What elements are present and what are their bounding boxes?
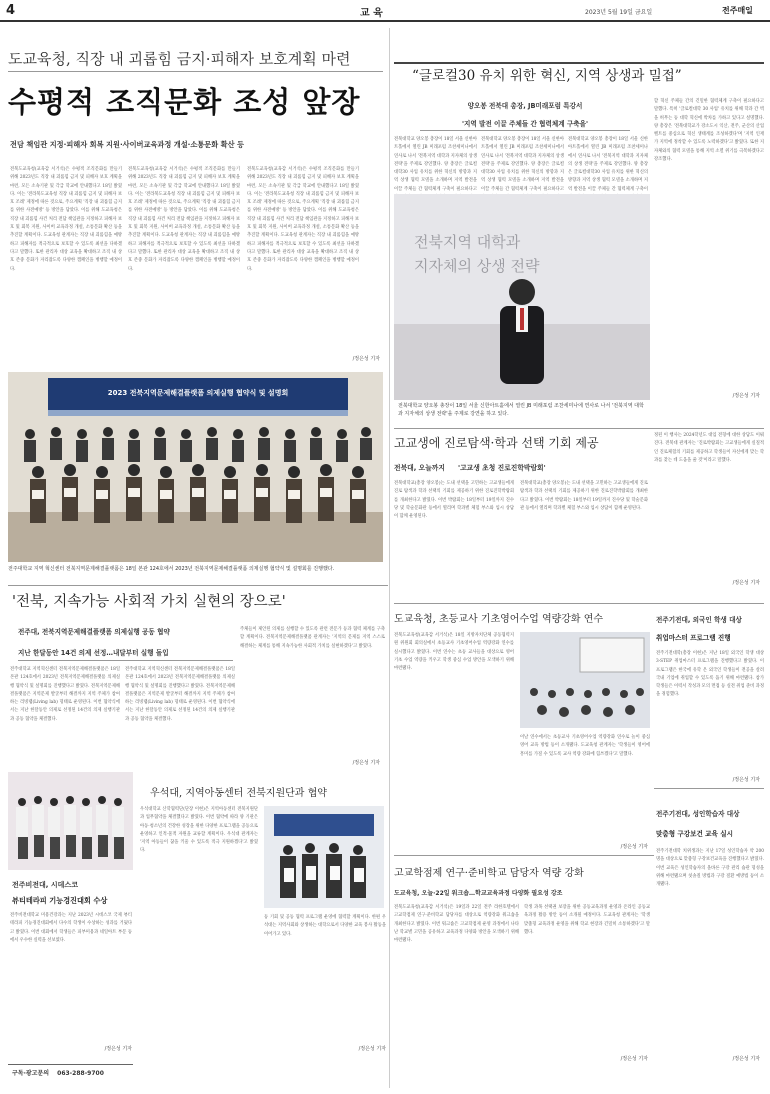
adult-headline: 맞춤형 구강보건 교육 실시 — [656, 830, 733, 838]
woosuk-photo-illustration — [264, 806, 384, 908]
highschool-body-col2: 학생 과목 선택권 보장을 위한 공동교육과정 운영과 온라인 공동교육과정 활용 방안 등이 소개될 예정이다. 도교육청 관계자는 '학생 맞춤형 교육과정 운영을 위해 학교 현장과 긴밀히 소통하겠다'고 말했다. — [524, 905, 650, 935]
disco-photo-illustration — [8, 772, 133, 870]
career-kicker: 고교생에 진로탐색·학과 선택 기회 제공 — [394, 436, 599, 450]
right-top-speaker: 양오봉 전북대 총장, JB미래포럼 특강서 — [467, 102, 583, 110]
right-top-body-col3: 전북대학교 양오봉 총장이 18일 서울 신한아트홀에서 열린 JB 미래포럼 조찬세미나에서 연사로 나서 '전북지역 대학과 지자체의 상생 전략'을 주제로 강연했다. 양 총장은 글로컬대학30 사업 유치를 위한 혁신의 방향과 지역 상생 협력 모델을 소개하며 지역 발전을 이끌 주체들 간 협력체계 구축이 — [568, 137, 648, 192]
lead-headline: 수평적 조직문화 조성 앞장 — [8, 85, 361, 119]
career-subhead: '고교생 초청 진로진학박람회' — [458, 464, 546, 472]
right-top-subhead: '지역 발전 이끌 주체들 간 협력체계 구축을' — [461, 120, 589, 128]
divider-left-1 — [8, 585, 388, 586]
disco-group-photo — [8, 772, 133, 870]
foreigner-body: 전주기전대학(총장 이현)은 지난 18일 외국인 학생 대상 3-STEP 취업마스터 프로그램을 진행했다고 밝혔다. 이 프로그램은 한국에 유학 온 외국인 학생들이 전공을 살려 국내 기업에 취업할 수 있도록 돕기 위해 마련됐다. 참가 학생들은 이력서 작성과 모의 면접 등 실전 취업 준비 과정을 경험했다. — [656, 651, 764, 698]
english-body-col1: 전북도교육청(교육감 서거석)은 18일 지방자치단체 공동협력지원 위원회 회의실에서 초등교사 기초영어수업 역량강화 연수를 실시했다고 밝혔다. 이번 연수는 초등 교사들을 대상으로 영어 기초 수업 역량을 키우고 학생 중심 수업 방안을 모색하기 위해 마련됐다. — [394, 633, 514, 672]
lead-kicker: 도교육청, 직장 내 괴롭힘 금지·피해자 보호계획 마련 — [8, 50, 351, 68]
divider-right-4 — [394, 855, 654, 856]
footer-ad-label: 구독·광고문의 — [12, 1070, 50, 1077]
woosuk-photo — [264, 806, 384, 908]
speaker-photo-caption: 전북대학교 양오봉 총장이 18일 서울 신한아트홀에서 열린 JB 미래포럼 조찬세미나에 연사로 나서 '전북지역 대학과 지자체의 상생 전략'을 주제로 강연을 하고 있다. — [398, 403, 644, 417]
woosuk-body-right: 등 기회 및 공동 협력 프로그램 운영에 협력할 계획이다. 한편 우석대는 지역사회와 상생하는 대학으로서 다양한 교육 봉사 활동을 이어가고 있다. — [264, 915, 386, 937]
career-body-right: 정된 이 행사는 2024학년도 대입 전형에 대한 상담도 이뤄진다. 전북대 관계자는 '진로박람회는 고교생들에게 실질적인 진로체험의 기회를 제공하고 학생들이 자신에게 맞는 학과를 찾는 데 도움을 줄 것'이라고 말했다. — [654, 433, 764, 463]
english-byline: /정은성 기자 — [620, 844, 648, 850]
footer-rule — [8, 1064, 133, 1065]
jeonju-sub-rule — [18, 660, 233, 661]
lead-body-col2: 전북도교육청(교육감 서거석)은 수평적 조직문화를 만들기 위해 2023년도 직장 내 괴롭힘 금지 및 피해자 보호 계획을 마련, 모든 소속기관 및 각급 학교에 안내했다고 18일 밝혔다. 이는 '전라북도교육청 직장 내 괴롭힘 금지 및 피해자 보호 조례' 제정에 따른 것으로, 주요계획 '직장 내 괴롭힘 금지를 위한 사전예방' 등 방안을 담았다. 이를 위해 도교육청은 직장 내 괴롭힘 사건 처리 전담 책임관을 지정하고 피해자 보호 및 회복 지원, 사이버 교육과정 개설, 소통문화 확산 등을 추진할 계획이다. 도교육청 관계자는 직장 내 괴롭힘을 예방하고 피해자를 적극적으로 보호할 수 있도록 최선을 다하겠다고 말했다. 또한 관리자 대상 교육을 확대하고 조직 내 상호 존중 문화가 자리잡도록 다양한 캠페인을 병행할 예정이다. — [128, 167, 240, 272]
column-divider — [389, 28, 390, 1088]
header-rule — [0, 20, 770, 22]
right-top-sub-rule — [420, 130, 630, 131]
jeonju-headline: '전북, 지속가능 사회적 가치 실현의 장으로' — [12, 594, 286, 610]
divider-right-1 — [394, 428, 764, 429]
lead-photo-banner: 2023 전북지역문제해결플랫폼 의제실행 협약식 및 설명회 — [107, 389, 289, 397]
foreigner-headline: 취업마스터 프로그램 진행 — [656, 634, 731, 642]
foreigner-kicker: 전주기전대, 외국인 학생 대상 — [656, 616, 742, 624]
jeonju-subhead2: 지난 한달동안 14건 의제 선정…내달부터 실행 돌입 — [18, 649, 169, 657]
lead-photo-caption: 전주대학교 지역 혁신센터 전북지역문제해결플랫폼은 18일 본관 124호에서 2023년 전북지역문제해결플랫폼 의제실행 협약식 및 설명회를 진행했다. — [8, 566, 335, 572]
right-top-byline: /정은성 기자 — [732, 393, 760, 399]
issue-date: 2023년 5월 19일 금요일 — [585, 9, 653, 16]
lead-body-col1: 전북도교육청(교육감 서거석)은 수평적 조직문화를 만들기 위해 2023년도 직장 내 괴롭힘 금지 및 피해자 보호 계획을 마련, 모든 소속기관 및 각급 학교에 안내했다고 18일 밝혔다. 이는 '전라북도교육청 직장 내 괴롭힘 금지 및 피해자 보호 조례' 제정에 따른 것으로, 주요계획 '직장 내 괴롭힘 금지를 위한 사전예방' 등 방안을 담았다. 이를 위해 도교육청은 직장 내 괴롭힘 사건 처리 전담 책임관을 지정하고 피해자 보호 및 회복 지원, 사이버 교육과정 개설, 소통문화 확산 등을 추진할 계획이다. 도교육청 관계자는 직장 내 괴롭힘을 예방하고 피해자를 적극적으로 보호할 수 있도록 최선을 다하겠다고 말했다. 또한 관리자 대상 교육을 확대하고 조직 내 상호 존중 문화가 자리잡도록 다양한 캠페인을 병행할 예정이다. — [10, 167, 122, 272]
jeonju-body-col1: 전주대학교 지역혁신센터 전북지역문제해결플랫폼은 18일 본관 124호에서 2023년 전북지역문제해결플랫폼 의제실행 협약식 및 설명회를 진행했다고 밝혔다. 전북지역문제해결플랫폼은 지역문제 발굴부터 해결까지 지역 주체가 참여하는 리빙랩(Living lab) 형태로 운영된다. 이번 협약식에서는 지난 한달동안 의제로 선정된 14건의 의제 실행기관과 공동 협약을 체결했다. — [10, 667, 120, 722]
highschool-subhead: 도교육청, 오늘·22일 워크숍…학교교육과정 다양화 필요성 강조 — [394, 890, 563, 897]
english-kicker: 도교육청, 초등교사 기초영어수업 역량강화 연수 — [394, 614, 604, 625]
group-photo-illustration — [8, 372, 383, 562]
career-body-col2: 전북대학교(총장 양오봉)는 도내 선택을 고민하는 고교생들에게 진로 탐색과 학과 선택의 기회를 제공하기 위한 진로진학박람회를 개최한다고 밝혔다. 이번 박람회는 18일부터 19일까지 진수당 및 학술문화관 등에서 열리며 학과별 체험 부스와 입시 상담이 함께 운영된다. — [520, 481, 648, 511]
divider-right-5 — [654, 788, 764, 789]
lead-group-photo — [8, 372, 383, 562]
highschool-body-col1: 전북도교육청(교육감 서거석)은 19일과 22일 전주 라한호텔에서 고교학점제 연구·준비학교 담당자를 대상으로 역량강화 워크숍을 개최한다고 밝혔다. 이번 워크숍은 고교학점제 운영 과정에서 나타난 학교별 고민을 공유하고 교육과정 다양화 방안을 모색하기 위해 마련됐다. — [394, 905, 519, 944]
right-top-body-col2: 전북대학교 양오봉 총장이 18일 서울 신한아트홀에서 열린 JB 미래포럼 조찬세미나에서 연사로 나서 '전북지역 대학과 지자체의 상생 전략'을 주제로 강연했다. 양 총장은 글로컬대학30 사업 유치를 위한 혁신의 방향과 지역 상생 협력 모델을 소개하며 지역 발전을 이끌 주체들 간 협력체계 구축이 필요하다고 — [481, 137, 564, 192]
jeonju-subhead1: 전주대, 전북지역문제해결플랫폼 의제실행 공동 협약 — [18, 628, 170, 636]
highschool-kicker: 고교학점제 연구·준비학교 담당자 역량 강화 — [394, 868, 584, 879]
foreigner-byline: /정은성 기자 — [732, 777, 760, 783]
woosuk-body-col1: 우석대학교 산학협력단(단장 이현)은 지역아동센터 전북지원단과 업무협약을 체결했다고 밝혔다. 이번 협약에 따라 양 기관은 아동·청소년의 건강한 성장을 위한 다양한 프로그램을 공동으로 운영하고 인적·물적 자원을 교류할 계획이다. 우석대 관계자는 '지역 아동들이 꿈을 키울 수 있도록 적극 지원하겠다'고 밝혔다. — [140, 807, 258, 854]
woosuk-byline: /정은성 기자 — [358, 1046, 386, 1052]
disco-byline: /정은성 기자 — [104, 1046, 132, 1052]
english-photo — [520, 632, 650, 728]
lead-rule — [8, 71, 383, 72]
page-header — [0, 0, 770, 20]
disco-body: 전주비전대학교 미용건강과는 지난 2023년 시데스코 국제 뷰티테라피 기능경진대회에서 다수의 학생이 수상하는 성과를 거뒀다고 밝혔다. 이번 대회에서 학생들은 피부미용과 네일아트 부문 등에서 우수한 실력을 선보였다. — [10, 913, 132, 943]
jeonju-body-right: 주체들이 제안된 의제를 실행할 수 있도록 관련 전문가 등과 협력 체계를 구축할 계획이다. 전북지역문제해결플랫폼 관계자는 '지역의 문제를 지역 스스로 해결하는 체계를 통해 지속가능한 사회적 가치를 실현하겠다'고 밝혔다. — [240, 627, 385, 649]
woosuk-headline: 우석대, 지역아동센터 전북지원단과 협약 — [150, 788, 327, 799]
career-byline: /정은성 기자 — [732, 580, 760, 586]
disco-kicker: 전주비전대, 시데스코 — [12, 881, 78, 889]
english-photo-illustration — [520, 632, 650, 728]
footer-ad — [12, 1068, 137, 1077]
jeonju-byline: /정은성 기자 — [352, 760, 380, 766]
english-body-right: 이날 연수에서는 초등교사 기초영어수업 역량강화 연수로 놀이 중심 영어 교육 방법 등이 소개됐다. 도교육청 관계자는 '학생들이 영어에 흥미를 가질 수 있도록 교사 역량 강화에 힘쓰겠다'고 말했다. — [520, 735, 650, 757]
section-name: 교 육 — [360, 8, 383, 19]
lead-body-col3: 전북도교육청(교육감 서거석)은 수평적 조직문화를 만들기 위해 2023년도 직장 내 괴롭힘 금지 및 피해자 보호 계획을 마련, 모든 소속기관 및 각급 학교에 안내했다고 18일 밝혔다. 이는 '전라북도교육청 직장 내 괴롭힘 금지 및 피해자 보호 조례' 제정에 따른 것으로, 주요계획 '직장 내 괴롭힘 금지를 위한 사전예방' 등 방안을 담았다. 이를 위해 도교육청은 직장 내 괴롭힘 사건 처리 전담 책임관을 지정하고 피해자 보호 및 회복 지원, 사이버 교육과정 개설, 소통문화 확산 등을 추진할 계획이다. 도교육청 관계자는 직장 내 괴롭힘을 예방하고 피해자를 적극적으로 보호할 수 있도록 최선을 다하겠다고 말했다. 또한 관리자 대상 교육을 확대하고 조직 내 상호 존중 문화가 자리잡도록 다양한 캠페인을 병행할 예정이다. — [247, 167, 359, 272]
disco-headline: 뷰티테라피 기능경진대회 수상 — [12, 896, 108, 905]
lead-byline: /정은성 기자 — [352, 356, 380, 362]
paper-name: 전주매일 — [722, 6, 753, 15]
career-subhead-label: 전북대, 오늘까지 — [394, 464, 445, 472]
speaker-photo-backdrop-text: 전북지역 대학과 지자체의 상생 전략 — [414, 233, 540, 275]
footer-phone: 063-288-9700 — [57, 1070, 104, 1077]
career-body-col1: 전북대학교(총장 양오봉)는 도내 선택을 고민하는 고교생들에게 진로 탐색과 학과 선택의 기회를 제공하기 위한 진로진학박람회를 개최한다고 밝혔다. 이번 박람회는 18일부터 19일까지 진수당 및 학술문화관 등에서 열리며 학과별 체험 부스와 입시 상담이 함께 운영된다. — [394, 481, 514, 520]
speaker-photo-illustration — [394, 194, 650, 400]
jeonju-body-col2: 전주대학교 지역혁신센터 전북지역문제해결플랫폼은 18일 본관 124호에서 2023년 전북지역문제해결플랫폼 의제실행 협약식 및 설명회를 진행했다고 밝혔다. 전북지역문제해결플랫폼은 지역문제 발굴부터 해결까지 지역 주체가 참여하는 리빙랩(Living lab) 형태로 운영된다. 이번 협약식에서는 지난 한달동안 의제로 선정된 14건의 의제 실행기관과 공동 협약을 체결했다. — [125, 667, 235, 722]
right-top-headline: “글로컬30 유치 위한 혁신, 지역 상생과 밀접” — [412, 68, 682, 84]
right-top-body-right: 할 혁신 주체들 간의 긴밀한 협력체계 구축이 필요하다고 말했다. 특히 '글로컬대학 30 사업' 유치를 위해 학과 간 벽을 허무는 등 대학 혁신에 박차를 가하고 있다고 설명했다. 양 총장은 '전북대학교가 강소도시 익산, 전주, 군산의 산업 벨트를 중심으로 혁신 생태계를 조성하겠다'며 '지역 인재가 지역에 정착할 수 있도록 노력하겠다'고 밝혔다. 또한 지자체와의 협력 모델을 통해 지역 소멸 위기를 극복하겠다고 강조했다. — [654, 99, 764, 163]
adult-kicker: 전주기전대, 성인학습자 대상 — [656, 810, 740, 818]
highschool-byline: /정은성 기자 — [620, 1056, 648, 1062]
lead-subhead: 전담 책임관 지정·피해자 회복 지원·사이버교육과정 개설·소통문화 확산 등 — [10, 140, 245, 149]
speaker-photo — [394, 194, 650, 400]
adult-body: 전주기전대학 치위생과는 지난 17일 성인학습자 약 200명을 대상으로 맞춤형 구강보건교육을 진행했다고 밝혔다. 이번 교육은 성인학습자의 올바른 구강 관리 습관 형성을 위해 마련됐으며 칫솔질 방법과 구강 질환 예방법 등이 소개됐다. — [656, 849, 764, 888]
divider-right-2 — [394, 603, 654, 604]
page-number: 4 — [6, 3, 16, 18]
adult-byline: /정은성 기자 — [732, 1056, 760, 1062]
right-top-body-col1: 전북대학교 양오봉 총장이 18일 서울 신한아트홀에서 열린 JB 미래포럼 조찬세미나에서 연사로 나서 '전북지역 대학과 지자체의 상생 전략'을 주제로 강연했다. 양 총장은 글로컬대학30 사업 유치를 위한 혁신의 방향과 지역 상생 협력 모델을 소개하며 지역 발전을 이끌 주체들 간 협력체계 구축이 필요하다고 — [394, 137, 477, 192]
divider-right-3 — [654, 603, 764, 604]
